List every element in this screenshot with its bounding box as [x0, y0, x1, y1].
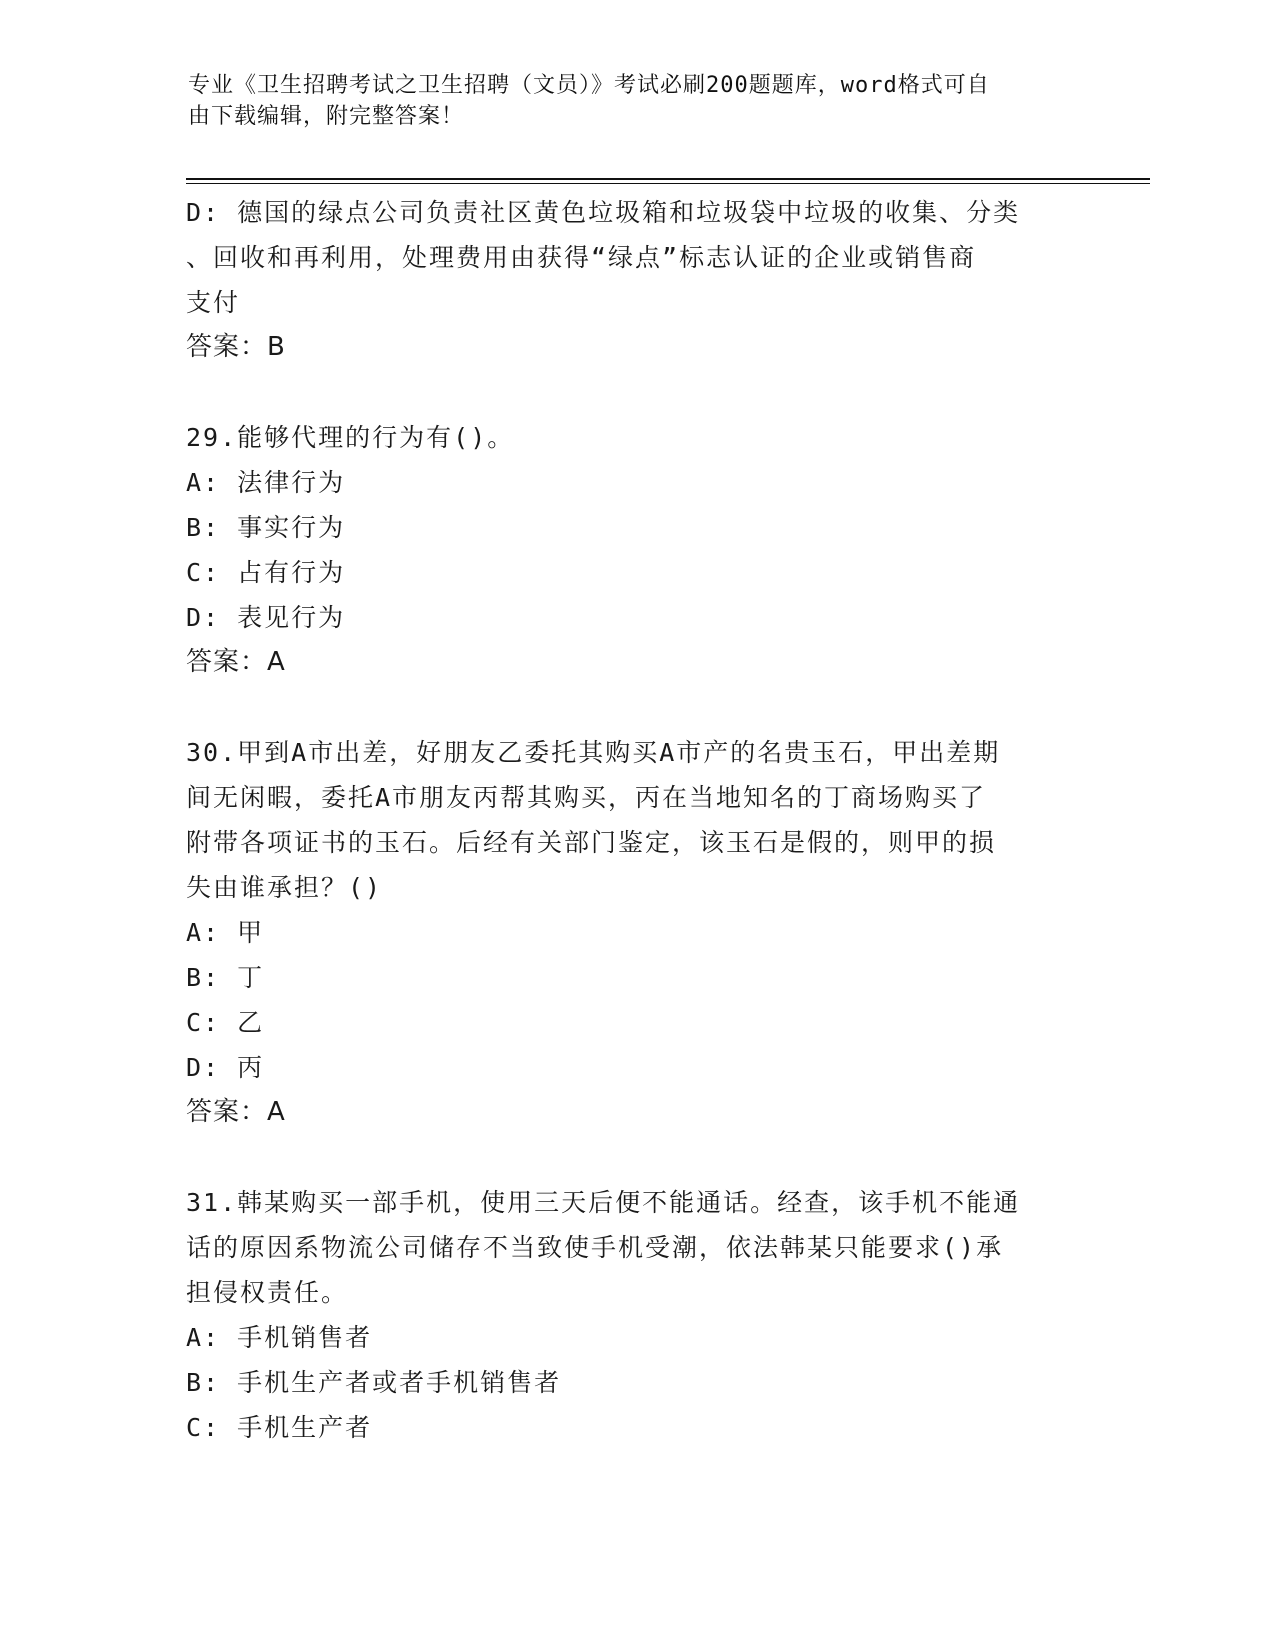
answer-label: 答案：B: [186, 332, 286, 362]
question-stem-line-2: 间无闲暇，委托A市朋友丙帮其购买，丙在当地知名的丁商场购买了: [186, 783, 987, 812]
question-stem-line-1: 30.甲到A市出差，好朋友乙委托其购买A市产的名贵玉石，甲出差期: [186, 738, 1001, 767]
spacer: [186, 370, 1086, 415]
option-c: C: 手机生产者: [186, 1413, 373, 1442]
option-c: C: 占有行为: [186, 558, 346, 587]
answer-label: 答案：A: [186, 1097, 286, 1127]
question-stem: 29.能够代理的行为有()。: [186, 423, 515, 452]
option-d-line-1: D: 德国的绿点公司负责社区黄色垃圾箱和垃圾袋中垃圾的收集、分类: [186, 198, 1021, 227]
prev-question-block: [186, 190, 1086, 370]
question-stem-line-2: 话的原因系物流公司储存不当致使手机受潮，依法韩某只能要求()承: [186, 1233, 1004, 1262]
option-b: B: 丁: [186, 963, 265, 992]
question-30: [186, 730, 1086, 1135]
option-a: A: 手机销售者: [186, 1323, 373, 1352]
option-d: D: 丙: [186, 1053, 265, 1082]
option-a: A: 甲: [186, 918, 265, 947]
question-31: [186, 1180, 1086, 1450]
question-29: [186, 415, 1086, 685]
option-d-line-3: 支付: [186, 288, 241, 317]
answer-label: 答案：A: [186, 647, 286, 677]
document-header: [188, 70, 1088, 132]
header-line-1: 专业《卫生招聘考试之卫生招聘（文员）》考试必刷200题题库，word格式可自: [188, 73, 990, 98]
question-stem-line-1: 31.韩某购买一部手机，使用三天后便不能通话。经查，该手机不能通: [186, 1188, 1021, 1217]
option-d: D: 表见行为: [186, 603, 346, 632]
header-rule-thick: [186, 178, 1150, 180]
option-a: A: 法律行为: [186, 468, 346, 497]
option-d-line-2: 、回收和再利用，处理费用由获得“绿点”标志认证的企业或销售商: [186, 243, 977, 272]
header-rule-thin: [186, 183, 1150, 184]
question-stem-line-3: 附带各项证书的玉石。后经有关部门鉴定，该玉石是假的，则甲的损: [186, 828, 997, 857]
header-line-2: 由下载编辑，附完整答案！: [188, 104, 465, 129]
option-b: B: 事实行为: [186, 513, 346, 542]
option-c: C: 乙: [186, 1008, 265, 1037]
question-stem-line-4: 失由谁承担？(): [186, 873, 383, 902]
option-b: B: 手机生产者或者手机销售者: [186, 1368, 562, 1397]
spacer: [186, 1135, 1086, 1180]
question-stem-line-3: 担侵权责任。: [186, 1278, 349, 1307]
spacer: [186, 685, 1086, 730]
document-body: [186, 190, 1086, 1450]
